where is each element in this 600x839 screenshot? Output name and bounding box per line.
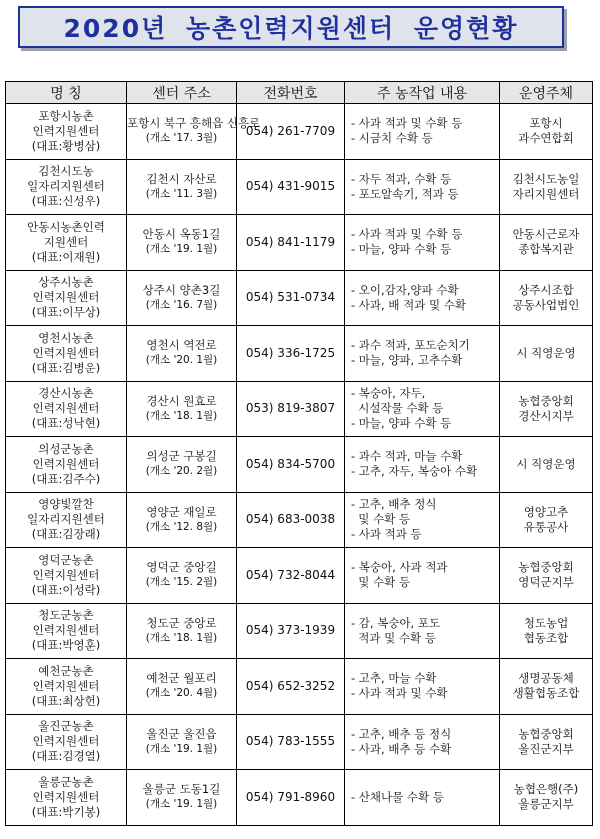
operator-line: 경산시지부 [518,408,574,423]
center-address-cell [127,492,237,548]
center-name-line: 인력지원센터 [32,123,100,138]
operator-cell [500,159,593,215]
operator-cell [500,770,593,826]
center-address: 상주시 양촌3길 [142,282,221,297]
header-work: 주 농작업 내용 [345,82,500,104]
table-row [6,770,593,826]
opening-date: (개소 '16. 7월) [145,298,218,311]
phone-number: 054) 841-1179 [237,215,345,271]
work-item: - 복숭아, 사과 적과 [351,560,448,575]
center-name-line: 예천군농촌 [38,663,94,678]
opening-date: (개소 '17. 3월) [145,132,218,145]
work-item: - 복숭아, 자두, [351,386,426,401]
center-name-line: (대표:최상헌) [31,693,101,708]
operator-line: 생활협동조합 [512,686,580,701]
work-content-cell [345,492,500,548]
center-name-cell [6,659,127,715]
operator-line: 시 직영운영 [516,345,576,360]
center-name-line: 인력지원센터 [32,567,100,582]
table-row [6,326,593,382]
phone-number: 054) 783-1555 [237,714,345,770]
center-name-cell [6,215,127,271]
operator-line: 농협중앙회 [518,393,574,408]
operator-cell [500,270,593,326]
center-name-line: 인력지원센터 [32,456,100,471]
header-phone: 전화번호 [237,82,345,104]
work-item: 시설작물 수확 등 [351,401,444,416]
center-address: 김천시 자산로 [146,171,217,186]
work-item: - 고추, 배추 정식 [351,497,437,512]
center-name-cell [6,270,127,326]
center-name-cell [6,548,127,604]
work-item: - 마늘, 양파, 고추수확 [351,353,463,368]
center-name-line: 인력지원센터 [32,734,100,749]
table-row [6,603,593,659]
center-address: 의성군 구봉길 [146,449,217,464]
center-name-line: (대표:김주수) [31,471,101,486]
work-item: - 사과 적과 및 수확 [351,686,448,701]
table-header-row [6,82,593,104]
operator-cell [500,326,593,382]
opening-date: (개소 '18. 1월) [145,631,218,644]
work-item: - 오이,감자,양파 수확 [351,282,459,297]
center-name-line: 인력지원센터 [32,401,100,416]
phone-number: 054) 336-1725 [237,326,345,382]
header-name: 명 칭 [6,82,127,104]
center-address: 안동시 옥동1길 [142,227,221,242]
operator-line: 공동사업법인 [512,297,580,312]
opening-date: (개소 '20. 1월) [145,354,218,367]
opening-date: (개소 '11. 3월) [145,187,218,200]
header-address: 센터 주소 [127,82,237,104]
operator-line: 농협은행(주) [513,782,579,797]
phone-number: 054) 531-0734 [237,270,345,326]
operator-line: 영덕군지부 [518,575,574,590]
work-content-cell [345,548,500,604]
operator-line: 울진군지부 [518,741,574,756]
center-name-cell [6,603,127,659]
center-name-line: 영덕군농촌 [38,552,94,567]
opening-date: (개소 '15. 2월) [145,576,218,589]
table-row [6,714,593,770]
operator-cell [500,381,593,437]
operator-line: 유통공사 [523,519,569,534]
center-name-line: 지원센터 [43,234,89,249]
work-item: - 고추, 마늘 수확 [351,671,437,686]
center-name-line: (대표:이재원) [31,249,101,264]
center-name-line: (대표:박기봉) [31,804,101,819]
center-name-line: 청도군농촌 [38,608,94,623]
work-content-cell [345,270,500,326]
work-item: - 마늘, 양파 수확 등 [351,416,452,431]
center-address-cell [127,326,237,382]
operator-line: 청도농업 [523,615,569,630]
center-address: 영양군 재일로 [146,504,217,519]
center-address-cell [127,104,261,160]
phone-number: 054) 683-0038 [237,492,345,548]
page-title: 2020년 농촌인력지원센터 운영현황 [63,14,519,43]
table-row [6,104,593,160]
work-item: - 사과 적과 및 수확 등 [351,116,463,131]
phone-number: 054) 431-9015 [237,159,345,215]
center-address: 청도군 중앙로 [146,615,217,630]
operator-cell [500,492,593,548]
operator-line: 울릉군지부 [518,797,574,812]
center-name-line: (대표:김장래) [31,527,101,542]
center-name-line: 경산시농촌 [38,386,94,401]
phone-number: 054) 261-7709 [237,104,345,160]
work-item: - 사과, 배추 등 수확 [351,741,452,756]
work-content-cell [345,104,500,160]
operator-line: 자리지원센터 [512,186,580,201]
phone-number: 054) 834-5700 [237,437,345,493]
phone-number: 054) 652-3252 [237,659,345,715]
table-row [6,270,593,326]
center-name-line: 포항시농촌 [38,108,94,123]
center-address: 울릉군 도동1길 [142,782,221,797]
center-name-line: (대표:신성우) [31,194,101,209]
work-content-cell [345,770,500,826]
work-item: - 사과 적과 및 수확 등 [351,227,463,242]
center-name-line: 울릉군농촌 [38,774,94,789]
table-row [6,381,593,437]
work-item: 적과 및 수확 등 [351,630,436,645]
table-row [6,215,593,271]
opening-date: (개소 '12. 8월) [145,520,218,533]
center-name-line: 영양빛깔찬 [38,497,94,512]
center-name-line: 인력지원센터 [32,789,100,804]
work-item: - 고추, 배추 등 정식 [351,726,452,741]
center-name-line: (대표:박영훈) [31,638,101,653]
operator-cell [500,714,593,770]
center-name-line: (대표:황병삼) [31,138,101,153]
opening-date: (개소 '19. 1월) [145,243,218,256]
work-content-cell [345,215,500,271]
table-body [6,104,593,826]
opening-date: (개소 '18. 1월) [145,409,218,422]
center-name-line: 인력지원센터 [32,345,100,360]
center-name-line: 일자리지원센터 [27,512,105,527]
operator-line: 종합복지관 [518,242,574,257]
work-item: - 마늘, 양파 수확 등 [351,242,452,257]
center-name-cell [6,714,127,770]
work-item: 및 수확 등 [351,512,411,527]
opening-date: (개소 '20. 2월) [145,465,218,478]
work-item: - 시금치 수확 등 [351,131,433,146]
center-name-line: 안동시농촌인력 [27,219,105,234]
operator-line: 농협중앙회 [518,560,574,575]
work-content-cell [345,659,500,715]
center-address-cell [127,603,237,659]
work-content-cell [345,159,500,215]
operator-line: 시 직영운영 [516,456,576,471]
header-operator: 운영주체 [500,82,593,104]
center-name-cell [6,437,127,493]
operator-line: 포항시 [529,116,563,131]
operator-line: 과수연합회 [518,131,574,146]
center-address: 영천시 역전로 [146,338,217,353]
table-row [6,659,593,715]
operator-line: 생명공동체 [518,671,574,686]
opening-date: (개소 '19. 1월) [145,798,218,811]
center-address-cell [127,270,237,326]
center-address-cell [127,437,237,493]
center-name-line: 의성군농촌 [38,441,94,456]
opening-date: (개소 '20. 4월) [145,687,218,700]
work-item: - 사과 적과 등 [351,527,422,542]
center-address: 영덕군 중앙길 [146,560,217,575]
center-name-cell [6,104,127,160]
center-name-cell [6,770,127,826]
center-name-line: (대표:김경열) [31,749,101,764]
center-address-cell [127,659,237,715]
center-name-line: (대표:이성락) [31,582,101,597]
operator-cell [500,548,593,604]
operator-line: 김천시도농일 [512,171,580,186]
center-address-cell [127,548,237,604]
center-name-cell [6,492,127,548]
center-address-cell [127,159,237,215]
title-banner [18,6,564,48]
work-content-cell [345,326,500,382]
operator-cell [500,437,593,493]
center-name-line: (대표:김병운) [31,360,101,375]
center-address: 예천군 월포리 [146,671,217,686]
center-address-cell [127,770,237,826]
work-content-cell [345,714,500,770]
center-name-line: (대표:이무상) [31,305,101,320]
center-name-line: 상주시농촌 [38,275,94,290]
center-name-cell [6,326,127,382]
operator-cell [500,104,593,160]
work-item: 및 수확 등 [351,575,411,590]
work-item: - 고추, 자두, 복숭아 수확 [351,464,478,479]
opening-date: (개소 '19. 1월) [145,742,218,755]
center-name-line: 인력지원센터 [32,623,100,638]
center-name-line: 영천시농촌 [38,330,94,345]
operator-line: 상주시조합 [518,282,574,297]
operator-line: 농협중앙회 [518,726,574,741]
work-content-cell [345,603,500,659]
work-item: - 과수 적과, 포도순치기 [351,338,470,353]
center-address-cell [127,381,237,437]
center-address-cell [127,714,237,770]
work-item: - 과수 적과, 마늘 수확 [351,449,463,464]
operator-cell [500,603,593,659]
center-address: 포항시 북구 흥해읍 신흥로 [127,116,261,131]
operator-line: 안동시근로자 [512,227,580,242]
center-address: 울진군 울진읍 [146,726,217,741]
center-name-line: 일자리지원센터 [27,179,105,194]
phone-number: 054) 373-1939 [237,603,345,659]
work-item: - 산채나물 수확 등 [351,789,444,804]
phone-number: 054) 732-8044 [237,548,345,604]
operator-cell [500,215,593,271]
center-status-table [5,81,593,826]
operator-cell [500,659,593,715]
work-item: - 포도알속기, 적과 등 [351,186,459,201]
center-name-cell [6,159,127,215]
work-content-cell [345,381,500,437]
center-name-line: 인력지원센터 [32,678,100,693]
work-item: - 감, 복숭아, 포도 [351,615,441,630]
operator-line: 영양고추 [523,504,569,519]
work-item: - 자두 적과, 수확 등 [351,171,452,186]
table-row [6,492,593,548]
table-row [6,548,593,604]
center-name-line: 울진군농촌 [38,719,94,734]
center-name-cell [6,381,127,437]
table-row [6,159,593,215]
center-name-line: (대표:성낙현) [31,416,101,431]
work-item: - 사과, 배 적과 및 수확 [351,297,466,312]
table-row [6,437,593,493]
work-content-cell [345,437,500,493]
center-name-line: 김천시도농 [38,164,94,179]
center-address: 경산시 원효로 [146,393,217,408]
phone-number: 053) 819-3807 [237,381,345,437]
center-address-cell [127,215,237,271]
center-name-line: 인력지원센터 [32,290,100,305]
phone-number: 054) 791-8960 [237,770,345,826]
operator-line: 협동조합 [523,630,569,645]
